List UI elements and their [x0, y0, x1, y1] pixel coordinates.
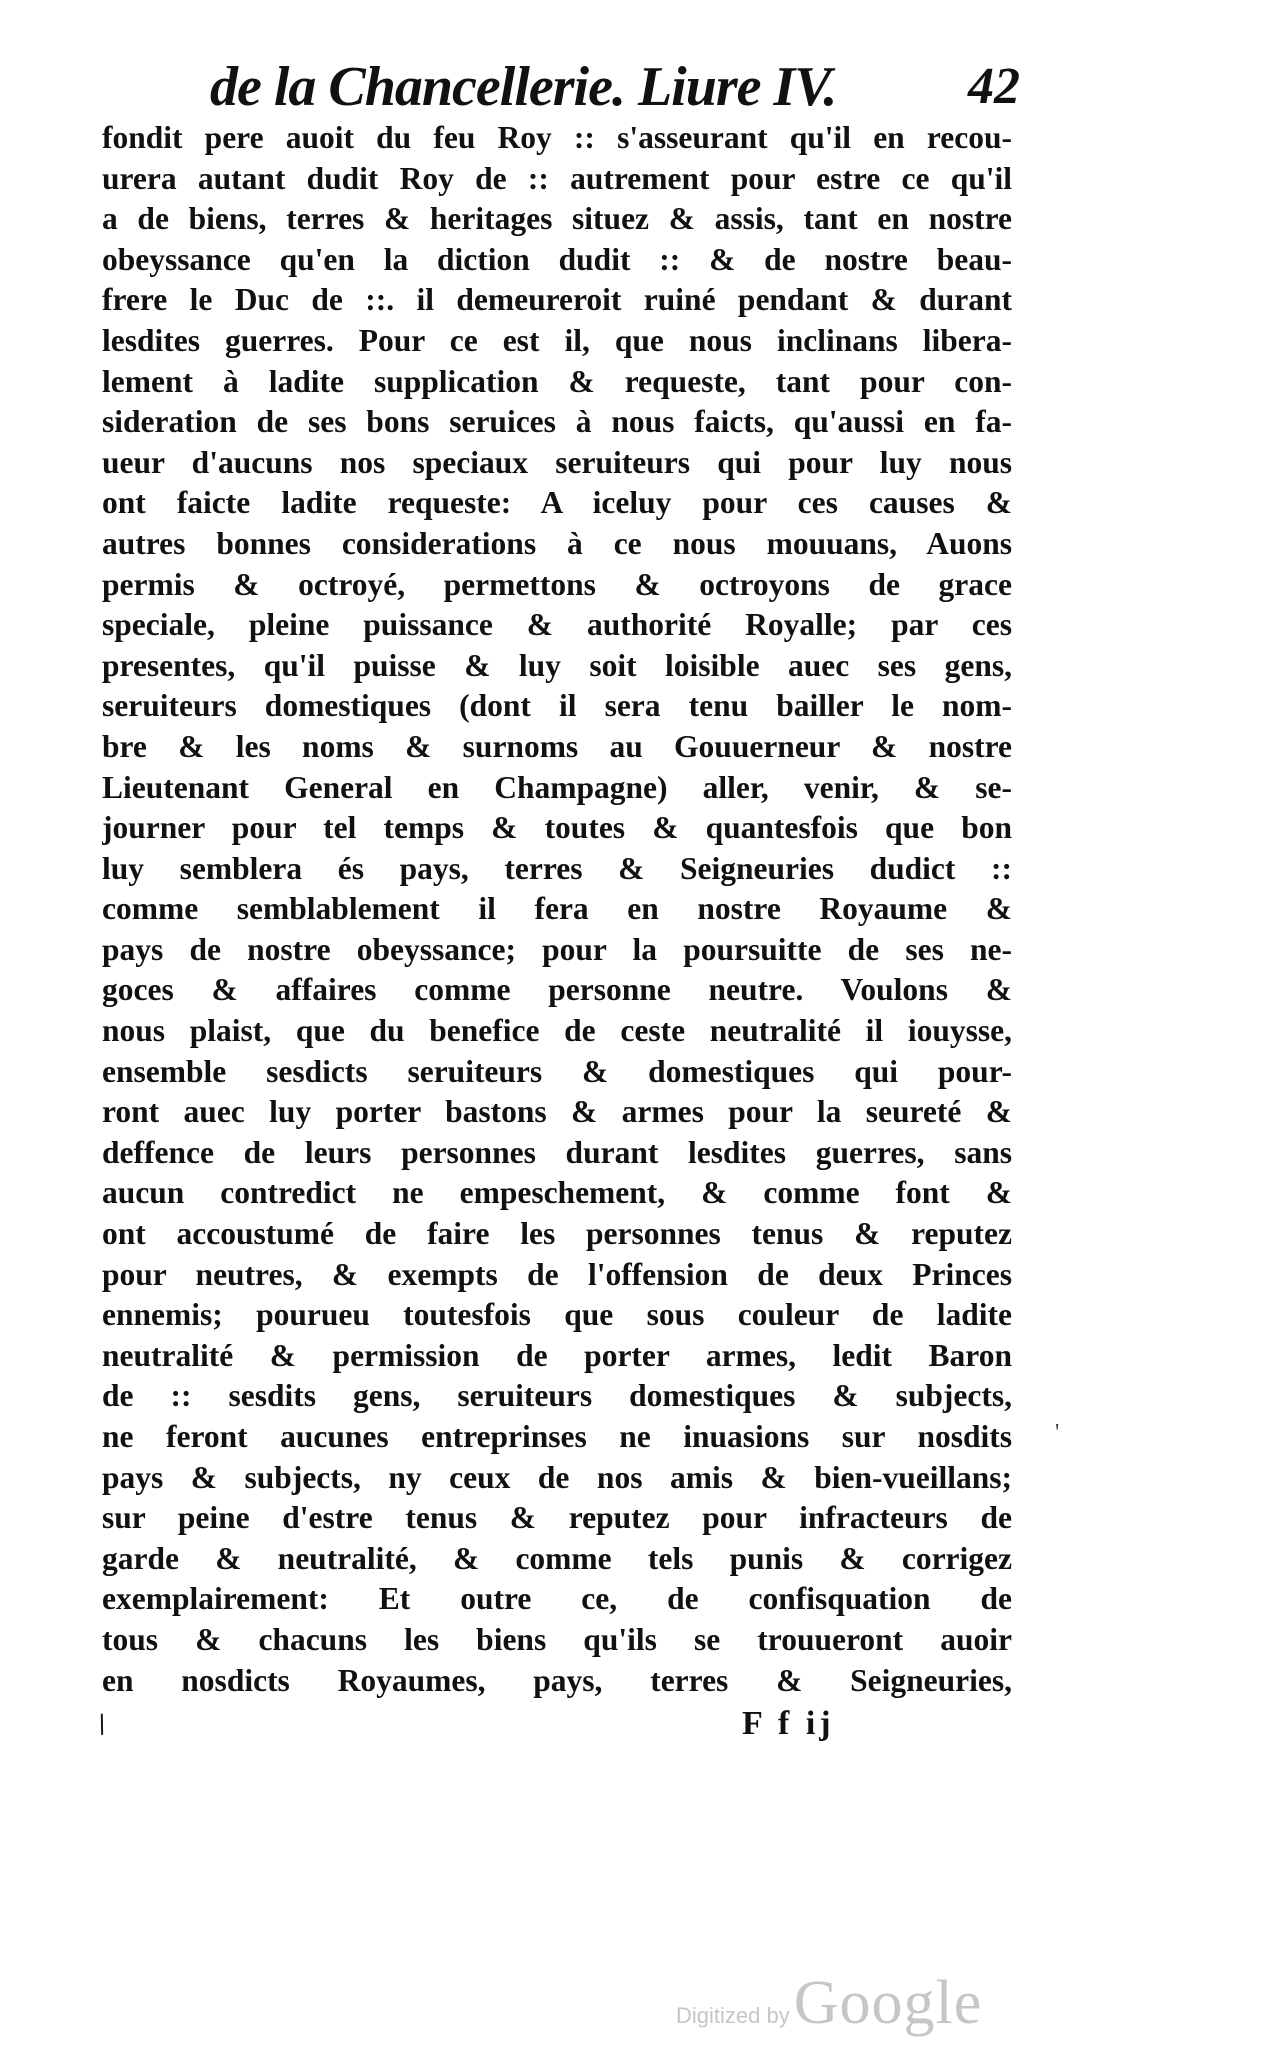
text-line: pour neutres, & exempts de l'offension de deux Princes [102, 1256, 1012, 1292]
text-line: urera autant dudit Roy de :: autrement pour estre ce qu'il [102, 160, 1012, 196]
text-line: speciale, pleine puissance & authorité Royalle; par ces [102, 607, 1012, 643]
text-line: en nosdicts Royaumes, pays, terres & Seigneuries, [102, 1662, 1012, 1698]
text-line: tous & chacuns les biens qu'ils se trouueront auoir [102, 1621, 1012, 1657]
text-line: autres bonnes considerations à ce nous mouuans, Auons [102, 525, 1012, 561]
text-line: goces & affaires comme personne neutre. Voulons & [102, 972, 1012, 1008]
text-line: seruiteurs domestiques (dont il sera tenu bailler le nom- [102, 688, 1012, 724]
text-line: ront auec luy porter bastons & armes pour la seureté & [102, 1094, 1012, 1130]
text-line: ont faicte ladite requeste: A iceluy pour ces causes & [102, 485, 1012, 521]
running-header [200, 55, 1020, 125]
page-body [102, 118, 1012, 1701]
text-line: sur peine d'estre tenus & reputez pour infracteurs de [102, 1500, 1012, 1536]
running-title: de la Chancellerie. Liure IV. [210, 56, 837, 118]
signature-mark: F f ij [742, 1705, 835, 1742]
stray-ink-mark: / [92, 1707, 112, 1742]
text-line: lesdites guerres. Pour ce est il, que nous inclinans libera- [102, 322, 1012, 358]
text-line: bre & les noms & surnoms au Gouuerneur & nostre [102, 728, 1012, 764]
text-line: journer pour tel temps & toutes & quantesfois que bon [102, 810, 1012, 846]
google-logo: Google [793, 1969, 983, 2037]
text-line: pays de nostre obeyssance; pour la poursuitte de ses ne- [102, 931, 1012, 967]
text-line: exemplairement: Et outre ce, de confisquation de [102, 1581, 1012, 1617]
text-line: presentes, qu'il puisse & luy soit loisible auec ses gens, [102, 647, 1012, 683]
text-line: sideration de ses bons seruices à nous faicts, qu'aussi en fa- [102, 404, 1012, 440]
text-line: ensemble sesdicts seruiteurs & domestiques qui pour- [102, 1053, 1012, 1089]
text-line: deffence de leurs personnes durant lesdites guerres, sans [102, 1134, 1012, 1170]
text-line: luy semblera és pays, terres & Seigneuries dudict :: [102, 850, 1012, 886]
text-line: ennemis; pourueu toutesfois que sous couleur de ladite [102, 1297, 1012, 1333]
stray-ink-mark-margin: ' [1055, 1420, 1060, 1446]
watermark-prefix: Digitized by [676, 2003, 790, 2028]
text-line: ueur d'aucuns nos speciaux seruiteurs qui pour luy nous [102, 444, 1012, 480]
text-line: de :: sesdits gens, seruiteurs domestiques & subjects, [102, 1378, 1012, 1414]
page-number: 42 [968, 58, 1020, 115]
text-line: frere le Duc de ::. il demeureroit ruiné pendant & durant [102, 282, 1012, 318]
text-line: obeyssance qu'en la diction dudit :: & de nostre beau- [102, 241, 1012, 277]
text-line: permis & octroyé, permettons & octroyons de grace [102, 566, 1012, 602]
text-line: lement à ladite supplication & requeste, tant pour con- [102, 363, 1012, 399]
text-line: aucun contredict ne empeschement, & comme font & [102, 1175, 1012, 1211]
text-line: nous plaist, que du benefice de ceste neutralité il iouysse, [102, 1013, 1012, 1049]
digitized-watermark [676, 1968, 982, 2039]
text-line: fondit pere auoit du feu Roy :: s'asseurant qu'il en recou- [102, 120, 1012, 155]
text-line: ont accoustumé de faire les personnes tenus & reputez [102, 1216, 1012, 1252]
text-line: ne feront aucunes entreprinses ne inuasions sur nosdits [102, 1419, 1012, 1454]
text-line: a de biens, terres & heritages situez & assis, tant en nostre [102, 201, 1012, 237]
text-line: garde & neutralité, & comme tels punis & corrigez [102, 1540, 1012, 1576]
text-line: pays & subjects, ny ceux de nos amis & bien-vueillans; [102, 1459, 1012, 1495]
text-line: comme semblablement il fera en nostre Royaume & [102, 891, 1012, 927]
text-line: Lieutenant General en Champagne) aller, venir, & se- [102, 769, 1012, 805]
text-line: neutralité & permission de porter armes, ledit Baron [102, 1337, 1012, 1373]
